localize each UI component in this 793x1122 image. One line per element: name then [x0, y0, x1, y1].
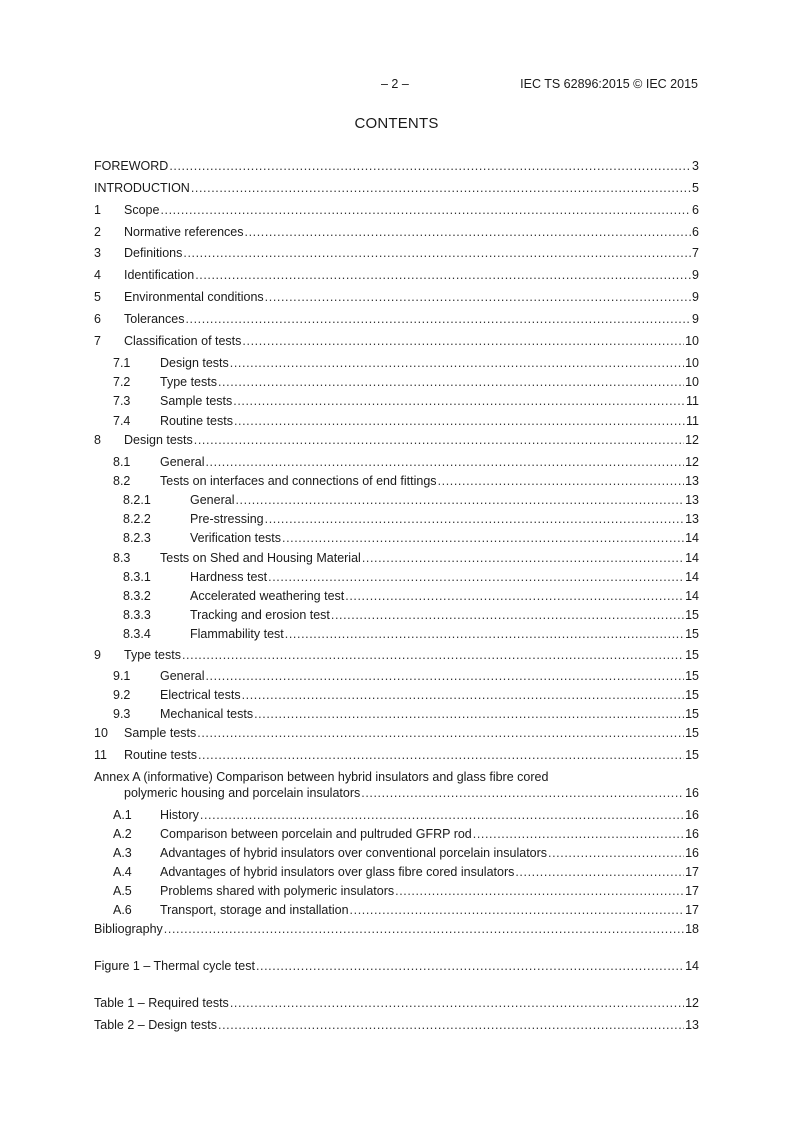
toc-entry-foreword[interactable] — [94, 158, 699, 174]
toc-entry-text: Tests on Shed and Housing Material — [160, 551, 361, 565]
toc-entry-text: Design tests — [160, 356, 229, 370]
toc-entry-text: Tracking and erosion test — [190, 608, 330, 622]
toc-section-number: 8.1 — [113, 455, 131, 469]
list-of-figures-entry-1[interactable] — [94, 958, 699, 974]
toc-entry-text: Tests on interfaces and connections of end fittings — [160, 474, 437, 488]
toc-page-number: 14 — [685, 531, 699, 545]
toc-entry-9-2[interactable] — [113, 687, 699, 703]
toc-page-number: 17 — [685, 865, 699, 879]
leader-dots — [230, 995, 684, 1011]
toc-entry-9[interactable] — [94, 647, 699, 663]
toc-entry-11[interactable] — [94, 747, 699, 763]
toc-page-number: 14 — [685, 551, 699, 565]
toc-entry-7-1[interactable] — [113, 355, 699, 371]
toc-page-number: 11 — [686, 414, 699, 428]
toc-section-number: 7.4 — [113, 414, 131, 428]
leader-dots — [235, 492, 684, 508]
toc-entry-8-2-1[interactable] — [123, 492, 699, 508]
leader-dots — [242, 333, 684, 349]
toc-entry-5[interactable] — [94, 289, 699, 305]
leader-dots — [182, 647, 684, 663]
toc-page-number: 13 — [685, 1018, 699, 1032]
toc-entry-text: Comparison between porcelain and pultruded GFRP rod — [160, 827, 472, 841]
toc-entry-text: Accelerated weathering test — [190, 589, 345, 603]
leader-dots — [268, 569, 684, 585]
leader-dots — [282, 530, 684, 546]
leader-dots — [200, 807, 684, 823]
toc-page-number: 12 — [685, 996, 699, 1010]
leader-dots — [256, 958, 684, 974]
leader-dots — [164, 921, 684, 937]
toc-page-number: 9 — [692, 290, 699, 304]
toc-page-number: 16 — [685, 827, 699, 841]
toc-entry-3[interactable] — [94, 245, 699, 261]
leader-dots — [160, 202, 691, 218]
toc-page-number: 13 — [685, 493, 699, 507]
leader-dots — [205, 668, 684, 684]
toc-section-number: 6 — [94, 312, 101, 326]
leader-dots — [242, 687, 685, 703]
leader-dots — [473, 826, 684, 842]
toc-section-number: 7.1 — [113, 356, 131, 370]
toc-section-number: 8.3.3 — [123, 608, 151, 622]
toc-entry-text: Routine tests — [160, 414, 233, 428]
leader-dots — [350, 902, 685, 918]
toc-section-number: 9.1 — [113, 669, 131, 683]
toc-entry-8[interactable] — [94, 432, 699, 448]
leader-dots — [183, 245, 691, 261]
toc-page-number: 15 — [685, 627, 699, 641]
toc-page-number: 11 — [686, 394, 699, 408]
toc-entry-text: Tolerances — [124, 312, 185, 326]
toc-page-number: 15 — [685, 707, 699, 721]
toc-entry-text: Identification — [124, 268, 195, 282]
toc-entry-7-3[interactable] — [113, 393, 699, 409]
toc-page-number: 9 — [692, 312, 699, 326]
toc-section-number: 8.3.2 — [123, 589, 151, 603]
toc-entry-text: Flammability test — [190, 627, 284, 641]
leader-dots — [265, 511, 684, 527]
toc-page-number: 15 — [685, 748, 699, 762]
toc-section-number: 9 — [94, 648, 101, 662]
toc-entry-8-3[interactable] — [113, 550, 699, 566]
toc-entry-text: General — [160, 455, 205, 469]
toc-entry-annex-a[interactable] — [124, 785, 699, 801]
toc-entry-8-2[interactable] — [113, 473, 699, 489]
leader-dots — [169, 158, 691, 174]
toc-entry-text: Normative references — [124, 225, 244, 239]
toc-page-number: 17 — [685, 903, 699, 917]
toc-entry-a-2[interactable] — [113, 826, 699, 842]
toc-entry-text: Table 1 – Required tests — [94, 996, 229, 1010]
toc-entry-6[interactable] — [94, 311, 699, 327]
toc-entry-text: Environmental conditions — [124, 290, 264, 304]
toc-entry-text: General — [190, 493, 235, 507]
toc-page-number: 10 — [685, 375, 699, 389]
leader-dots — [195, 267, 691, 283]
toc-entry-text: polymeric housing and porcelain insulators — [124, 786, 361, 800]
leader-dots — [218, 1017, 684, 1033]
leader-dots — [245, 224, 692, 240]
toc-section-number: 4 — [94, 268, 101, 282]
leader-dots — [345, 588, 684, 604]
toc-page-number: 14 — [685, 570, 699, 584]
toc-section-number: A.6 — [113, 903, 132, 917]
leader-dots — [233, 393, 685, 409]
toc-entry-text: Advantages of hybrid insulators over conventional porcelain insulators — [160, 846, 548, 860]
toc-page-number: 15 — [685, 648, 699, 662]
leader-dots — [218, 374, 684, 390]
toc-entry-text: FOREWORD — [94, 159, 169, 173]
toc-section-number: A.3 — [113, 846, 132, 860]
toc-page-number: 9 — [692, 268, 699, 282]
toc-entry-text: Definitions — [124, 246, 183, 260]
leader-dots — [515, 864, 684, 880]
toc-entry-text: Hardness test — [190, 570, 268, 584]
toc-page-number: 15 — [685, 726, 699, 740]
toc-page-number: 3 — [692, 159, 699, 173]
toc-entry-8-2-3[interactable] — [123, 530, 699, 546]
toc-section-number: 8.3.4 — [123, 627, 151, 641]
toc-entry-text: Routine tests — [124, 748, 197, 762]
toc-section-number: 8.2.3 — [123, 531, 151, 545]
leader-dots — [265, 289, 691, 305]
leader-dots — [438, 473, 685, 489]
toc-section-number: 8.3.1 — [123, 570, 151, 584]
leader-dots — [205, 454, 684, 470]
toc-page-number: 12 — [685, 455, 699, 469]
toc-section-number: A.2 — [113, 827, 132, 841]
leader-dots — [331, 607, 684, 623]
toc-page-number: 10 — [685, 334, 699, 348]
toc-entry-8-1[interactable] — [113, 454, 699, 470]
toc-entry-text: Transport, storage and installation — [160, 903, 349, 917]
toc-entry-4[interactable] — [94, 267, 699, 283]
toc-page-number: 15 — [685, 688, 699, 702]
toc-page-number: 16 — [685, 808, 699, 822]
leader-dots — [197, 725, 684, 741]
toc-entry-8-3-2[interactable] — [123, 588, 699, 604]
leader-dots — [194, 432, 684, 448]
toc-section-number: 7.3 — [113, 394, 131, 408]
leader-dots — [234, 413, 685, 429]
toc-section-number: 1 — [94, 203, 101, 217]
toc-entry-9-3[interactable] — [113, 706, 699, 722]
leader-dots — [285, 626, 684, 642]
toc-entry-text: Mechanical tests — [160, 707, 254, 721]
toc-entry-text: Classification of tests — [124, 334, 242, 348]
toc-entry-text: Type tests — [160, 375, 217, 389]
toc-section-number: A.4 — [113, 865, 132, 879]
toc-entry-a-1[interactable] — [113, 807, 699, 823]
leader-dots — [362, 550, 684, 566]
toc-entry-annex-a-title[interactable]: Annex A (informative) Comparison between hybrid insulators and glass fibre cored — [94, 770, 549, 784]
leader-dots — [185, 311, 691, 327]
toc-section-number: 10 — [94, 726, 108, 740]
leader-dots — [395, 883, 684, 899]
toc-page-number: 10 — [685, 356, 699, 370]
leader-dots — [254, 706, 684, 722]
toc-entry-text: Sample tests — [124, 726, 197, 740]
toc-entry-text: Design tests — [124, 433, 193, 447]
toc-entry-8-3-1[interactable] — [123, 569, 699, 585]
toc-page-number: 13 — [685, 474, 699, 488]
toc-section-number: A.1 — [113, 808, 132, 822]
toc-entry-text: Figure 1 – Thermal cycle test — [94, 959, 255, 973]
toc-section-number: 8.3 — [113, 551, 131, 565]
document-id: IEC TS 62896:2015 © IEC 2015 — [520, 77, 698, 91]
toc-page-number: 17 — [685, 884, 699, 898]
list-of-tables-entry-1[interactable] — [94, 995, 699, 1011]
toc-entry-8-3-3[interactable] — [123, 607, 699, 623]
toc-entry-8-2-2[interactable] — [123, 511, 699, 527]
toc-section-number: 2 — [94, 225, 101, 239]
toc-page-number: 5 — [692, 181, 699, 195]
toc-section-number: 9.2 — [113, 688, 131, 702]
toc-page-number: 18 — [685, 922, 699, 936]
toc-section-number: 7.2 — [113, 375, 131, 389]
toc-entry-text: Sample tests — [160, 394, 233, 408]
toc-section-number: 3 — [94, 246, 101, 260]
toc-page-number: 14 — [685, 959, 699, 973]
toc-entry-text: Problems shared with polymeric insulators — [160, 884, 395, 898]
toc-entry-text: Electrical tests — [160, 688, 241, 702]
toc-page-number: 7 — [692, 246, 699, 260]
toc-page-number: 16 — [685, 846, 699, 860]
leader-dots — [198, 747, 684, 763]
toc-entry-text: Verification tests — [190, 531, 282, 545]
toc-entry-9-1[interactable] — [113, 668, 699, 684]
toc-section-number: 8.2 — [113, 474, 131, 488]
list-of-tables-entry-2[interactable] — [94, 1017, 699, 1033]
toc-entry-a-3[interactable] — [113, 845, 699, 861]
toc-section-number: 7 — [94, 334, 101, 348]
toc-entry-text: INTRODUCTION — [94, 181, 190, 195]
toc-section-number: A.5 — [113, 884, 132, 898]
toc-entry-7-4[interactable] — [113, 413, 699, 429]
toc-page-number: 6 — [692, 225, 699, 239]
leader-dots — [548, 845, 684, 861]
toc-page-number: 16 — [685, 786, 699, 800]
toc-entry-a-4[interactable] — [113, 864, 699, 880]
toc-entry-text: Pre-stressing — [190, 512, 264, 526]
toc-entry-10[interactable] — [94, 725, 699, 741]
leader-dots — [191, 180, 691, 196]
toc-entry-7[interactable] — [94, 333, 699, 349]
page-number: – 2 – — [381, 77, 409, 91]
toc-entry-text: General — [160, 669, 205, 683]
toc-section-number: 8.2.1 — [123, 493, 151, 507]
toc-section-number: 5 — [94, 290, 101, 304]
toc-page-number: 15 — [685, 608, 699, 622]
toc-entry-text: History — [160, 808, 199, 822]
toc-entry-a-6[interactable] — [113, 902, 699, 918]
toc-section-number: 8 — [94, 433, 101, 447]
toc-section-number: 8.2.2 — [123, 512, 151, 526]
toc-entry-text: Scope — [124, 203, 160, 217]
toc-page-number: 6 — [692, 203, 699, 217]
toc-page-number: 12 — [685, 433, 699, 447]
leader-dots — [230, 355, 684, 371]
toc-entry-7-2[interactable] — [113, 374, 699, 390]
page-title: CONTENTS — [354, 115, 439, 132]
toc-entry-text: Advantages of hybrid insulators over glass fibre cored insulators — [160, 865, 515, 879]
toc-entry-2[interactable] — [94, 224, 699, 240]
toc-entry-text: Table 2 – Design tests — [94, 1018, 217, 1032]
toc-entry-introduction[interactable] — [94, 180, 699, 196]
toc-entry-text: Type tests — [124, 648, 181, 662]
toc-page-number: 14 — [685, 589, 699, 603]
toc-entry-bibliography[interactable] — [94, 921, 699, 937]
toc-entry-a-5[interactable] — [113, 883, 699, 899]
toc-entry-8-3-4[interactable] — [123, 626, 699, 642]
toc-page-number: 15 — [685, 669, 699, 683]
toc-entry-1[interactable] — [94, 202, 699, 218]
leader-dots — [361, 785, 684, 801]
toc-section-number: 11 — [94, 748, 107, 762]
toc-page-number: 13 — [685, 512, 699, 526]
toc-entry-text: Bibliography — [94, 922, 163, 936]
toc-section-number: 9.3 — [113, 707, 131, 721]
